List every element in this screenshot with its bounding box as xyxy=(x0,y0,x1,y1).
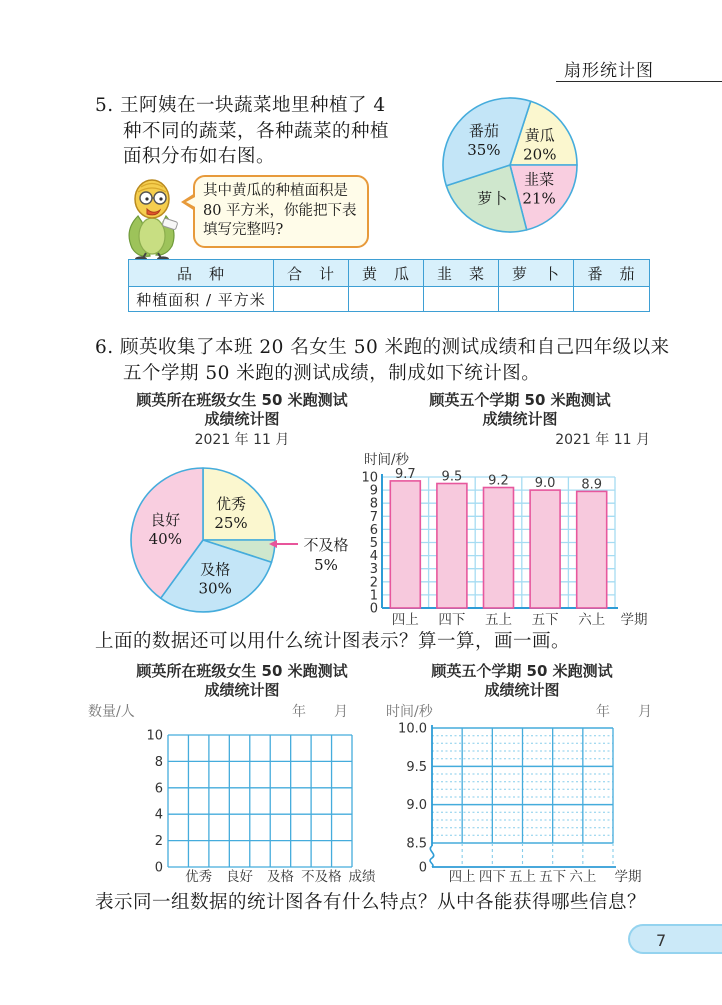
svg-text:8.5: 8.5 xyxy=(406,836,427,852)
svg-text:时间/秒: 时间/秒 xyxy=(364,452,410,468)
svg-text:四上: 四上 xyxy=(448,869,476,885)
svg-text:5: 5 xyxy=(369,536,378,551)
svg-text:9.0: 9.0 xyxy=(406,798,427,814)
class-pie-title-block xyxy=(106,391,378,450)
chart-title-line: 顾英五个学期 50 米跑测试 xyxy=(429,391,611,409)
svg-text:6: 6 xyxy=(369,522,378,538)
table-header-variety: 品 种 xyxy=(129,260,274,287)
svg-text:学期: 学期 xyxy=(620,612,648,628)
chart-title-line: 成绩统计图 xyxy=(204,410,280,428)
vegetable-pie-chart xyxy=(438,94,588,248)
table-cell-empty xyxy=(574,287,650,312)
chart-title-line: 顾英五个学期 50 米跑测试 xyxy=(431,662,613,680)
page-number-tab: 7 xyxy=(628,924,722,954)
blank-bar-grid-svg xyxy=(144,718,389,890)
blank-bar-grid-chart xyxy=(144,718,389,894)
svg-text:0: 0 xyxy=(369,601,378,617)
svg-text:9.2: 9.2 xyxy=(488,473,509,489)
svg-text:0: 0 xyxy=(418,860,427,876)
svg-text:10: 10 xyxy=(362,470,378,486)
axis-break-squiggle xyxy=(430,846,434,867)
class-results-pie-svg xyxy=(126,456,371,624)
svg-text:8: 8 xyxy=(154,754,163,770)
pie-label-优秀: 优秀 25% xyxy=(214,495,248,532)
svg-text:7: 7 xyxy=(369,509,378,525)
blank-line-title-block xyxy=(392,662,652,700)
problem-5-line: 面积分布如右图。 xyxy=(123,146,276,167)
svg-text:不及格: 不及格 xyxy=(301,869,342,885)
planting-area-table xyxy=(128,259,650,312)
question-bottom: 表示同一组数据的统计图各有什么特点？从中各能获得哪些信息？ xyxy=(95,892,647,913)
svg-text:1: 1 xyxy=(369,588,378,604)
table-header-total: 合 计 xyxy=(274,260,349,287)
blank-bar-ylabel: 数量/人 xyxy=(88,704,135,720)
table-cell-empty xyxy=(499,287,574,312)
svg-text:优秀: 优秀 xyxy=(185,869,213,885)
class-results-pie-chart xyxy=(126,456,371,628)
svg-text:9.0: 9.0 xyxy=(534,476,556,492)
pie-label-及格: 及格 30% xyxy=(198,560,232,598)
table-cell-empty xyxy=(424,287,499,312)
svg-text:4: 4 xyxy=(154,807,163,823)
svg-text:及格: 及格 xyxy=(266,869,294,885)
table-header-radish: 萝 卜 xyxy=(499,260,574,287)
svg-text:3: 3 xyxy=(369,562,378,578)
svg-text:6: 6 xyxy=(154,781,163,797)
svg-text:9.7: 9.7 xyxy=(394,466,416,482)
table-header-cucumber: 黄 瓜 xyxy=(349,260,424,287)
bar-四上 xyxy=(390,481,420,608)
svg-text:良好: 良好 xyxy=(226,869,254,885)
svg-text:8.9: 8.9 xyxy=(581,477,603,493)
chart-title-line: 成绩统计图 xyxy=(484,681,560,699)
problem-5-line: 种不同的蔬菜，各种蔬菜的种植 xyxy=(123,120,390,142)
blank-bar-date-blanks: 年 月 xyxy=(292,704,348,720)
semester-bar-title-block xyxy=(388,391,652,450)
pie-label-韭菜: 韭菜 21% xyxy=(522,170,556,208)
problem-6-line: 6. 顾英收集了本班 20 名女生 50 米跑的测试成绩和自己四年级以来 xyxy=(95,337,670,358)
table-row-label: 种植面积 / 平方米 xyxy=(129,287,274,312)
problem-5-line: 5. 王阿姨在一块蔬菜地里种植了 4 xyxy=(95,95,386,116)
table-header-tomato: 番 茄 xyxy=(574,260,650,287)
semester-bar-chart xyxy=(362,448,667,642)
table-cell-empty xyxy=(349,287,424,312)
pie-label-黄瓜: 黄瓜 20% xyxy=(523,126,557,164)
svg-text:5%: 5% xyxy=(314,556,338,574)
svg-text:五上: 五上 xyxy=(485,612,512,628)
problem-6-line: 五个学期 50 米跑的测试成绩，制成如下统计图。 xyxy=(123,362,541,384)
chart-title-line: 成绩统计图 xyxy=(204,681,280,699)
svg-text:五下: 五下 xyxy=(531,612,559,628)
svg-text:9.5: 9.5 xyxy=(441,469,463,485)
problem-5-text xyxy=(95,93,445,170)
svg-text:8: 8 xyxy=(369,496,378,512)
vegetable-pie-svg xyxy=(438,94,588,244)
svg-text:六上: 六上 xyxy=(569,869,597,885)
bar-六上 xyxy=(577,491,607,608)
page-header-title: 扇形统计图 xyxy=(556,56,722,82)
svg-text:五上: 五上 xyxy=(509,869,536,885)
blank-bar-title-block xyxy=(106,662,378,700)
svg-text:四上: 四上 xyxy=(391,612,419,628)
blank-line-ylabel: 时间/秒 xyxy=(386,704,433,720)
svg-text:不及格: 不及格 xyxy=(303,536,349,554)
blank-line-date-blanks: 年 月 xyxy=(596,704,652,720)
svg-text:四下: 四下 xyxy=(478,869,506,885)
mascot-speech-bubble: 其中黄瓜的种植面积是 80 平方米，你能把下表填写完整吗? xyxy=(193,175,369,248)
svg-text:成绩: 成绩 xyxy=(348,869,376,885)
svg-text:2: 2 xyxy=(154,834,163,850)
corn-mascot-illustration xyxy=(116,178,190,266)
chart-date: 2021 年 11 月 xyxy=(194,432,290,448)
svg-text:9.5: 9.5 xyxy=(406,759,427,775)
svg-text:9: 9 xyxy=(369,483,378,499)
pie-label-番茄: 番茄 35% xyxy=(467,121,501,159)
table-cell-empty xyxy=(274,287,349,312)
svg-text:4: 4 xyxy=(369,549,378,565)
table-header-leek: 韭 菜 xyxy=(424,260,499,287)
blank-line-grid-svg xyxy=(382,718,667,890)
blank-line-grid-chart xyxy=(382,718,667,894)
svg-text:四下: 四下 xyxy=(438,612,466,628)
chart-title-line: 成绩统计图 xyxy=(482,410,558,428)
semester-bar-svg xyxy=(362,448,667,638)
corn-body xyxy=(139,218,165,254)
bar-五下 xyxy=(530,490,560,608)
svg-text:10: 10 xyxy=(146,728,163,744)
chart-date: 2021 年 11 月 xyxy=(555,432,650,448)
svg-text:学期: 学期 xyxy=(614,869,642,885)
table-header-row xyxy=(129,260,650,287)
svg-text:10.0: 10.0 xyxy=(398,721,427,737)
pie-label-良好: 良好 40% xyxy=(148,510,182,548)
chart-title-line: 顾英所在班级女生 50 米跑测试 xyxy=(136,662,348,680)
bar-五上 xyxy=(484,488,514,609)
question-mid: 上面的数据还可以用什么统计图表示？算一算，画一画。 xyxy=(95,631,571,652)
problem-6-text xyxy=(95,335,695,386)
svg-text:六上: 六上 xyxy=(578,612,606,628)
svg-text:0: 0 xyxy=(154,860,163,876)
svg-text:五下: 五下 xyxy=(539,869,567,885)
pie-label-萝卜: 萝卜 xyxy=(477,189,508,208)
chart-title-line: 顾英所在班级女生 50 米跑测试 xyxy=(136,391,348,409)
svg-text:2: 2 xyxy=(369,575,378,591)
table-data-row xyxy=(129,287,650,312)
bar-四下 xyxy=(437,484,467,609)
